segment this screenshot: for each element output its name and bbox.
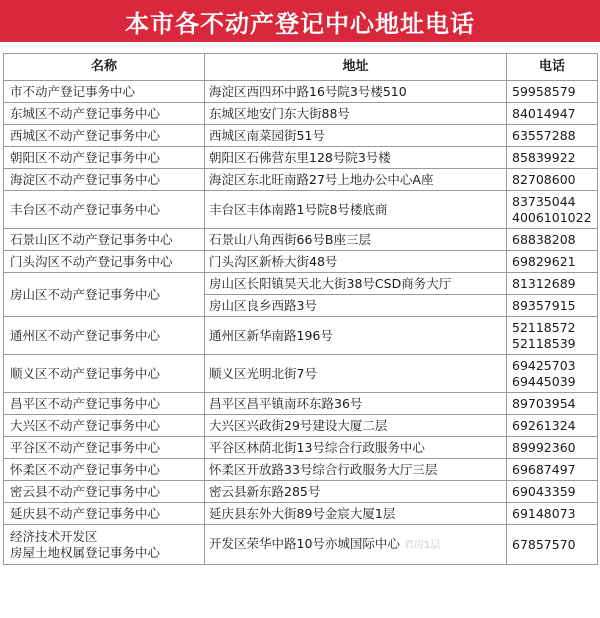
center-name-line: 房屋土地权属登记事务中心 [10,544,161,560]
center-phone: 69043359 [507,481,598,503]
phone-line: 69425703 [512,357,576,373]
center-name: 房山区不动产登记事务中心 [4,273,205,317]
center-phone [507,355,598,393]
center-phone: 84014947 [507,103,598,125]
center-phone [507,317,598,355]
phone-line: 52118572 [512,319,576,335]
center-name: 密云县不动产登记事务中心 [4,481,205,503]
table-header-row [4,54,598,81]
table-row [4,169,598,191]
table-row [4,437,598,459]
phone-line: 4006101022 [512,209,592,225]
center-name: 通州区不动产登记事务中心 [4,317,205,355]
center-name: 东城区不动产登记事务中心 [4,103,205,125]
table-row [4,125,598,147]
center-name: 顺义区不动产登记事务中心 [4,355,205,393]
table-row [4,459,598,481]
center-address: 平谷区林荫北街13号综合行政服务中心 [205,437,507,459]
center-address: 东城区地安门东大街88号 [205,103,507,125]
table-row [4,81,598,103]
center-name: 门头沟区不动产登记事务中心 [4,251,205,273]
table-row [4,415,598,437]
center-phone: 69687497 [507,459,598,481]
center-phone: 59958579 [507,81,598,103]
table-row [4,229,598,251]
center-address: 丰台区丰体南路1号院8号楼底商 [205,191,507,229]
center-phone: 82708600 [507,169,598,191]
center-address: 通州区新华南路196号 [205,317,507,355]
center-name: 西城区不动产登记事务中心 [4,125,205,147]
center-phone [507,191,598,229]
center-address: 房山区良乡西路3号 [205,295,507,317]
phone-line: 83735044 [512,193,576,209]
center-address: 西城区南菜园街51号 [205,125,507,147]
header-name: 名称 [4,54,205,81]
center-phone: 89357915 [507,295,598,317]
center-phone: 69148073 [507,503,598,525]
center-phone: 69829621 [507,251,598,273]
center-address: 石景山八角西街66号B座三层 [205,229,507,251]
center-name: 大兴区不动产登记事务中心 [4,415,205,437]
table-row [4,503,598,525]
header-phone: 电话 [507,54,598,81]
center-name [4,525,205,565]
registry-table-container [3,53,597,565]
table-row [4,147,598,169]
center-phone: 85839922 [507,147,598,169]
table-row [4,525,598,565]
center-address: 海淀区西四环中路16号院3号楼510 [205,81,507,103]
phone-line: 52118539 [512,335,576,351]
center-address: 海淀区东北旺南路27号上地办公中心A座 [205,169,507,191]
center-phone: 68838208 [507,229,598,251]
center-phone: 89992360 [507,437,598,459]
table-row [4,317,598,355]
center-address: 顺义区光明北街7号 [205,355,507,393]
address-text: 开发区荣华中路10号亦城国际中心 [209,535,400,551]
center-address: 昌平区昌平镇南环东路36号 [205,393,507,415]
center-phone: 69261324 [507,415,598,437]
center-address [205,525,507,565]
table-row [4,103,598,125]
table-row [4,191,598,229]
center-name: 海淀区不动产登记事务中心 [4,169,205,191]
center-name: 平谷区不动产登记事务中心 [4,437,205,459]
center-phone: 89703954 [507,393,598,415]
table-row [4,273,598,295]
center-phone: 63557288 [507,125,598,147]
center-name: 朝阳区不动产登记事务中心 [4,147,205,169]
center-address: 怀柔区开放路33号综合行政服务大厅三层 [205,459,507,481]
center-phone: 67857570 [507,525,598,565]
watermark-text: 君房1层 [403,539,441,551]
table-row [4,355,598,393]
registry-table [3,53,598,565]
center-name: 延庆县不动产登记事务中心 [4,503,205,525]
table-row [4,251,598,273]
phone-line: 69445039 [512,373,576,389]
page-title: 本市各不动产登记中心地址电话 [0,0,600,42]
center-address: 房山区长阳镇昊天北大街38号CSD商务大厅 [205,273,507,295]
header-address: 地址 [205,54,507,81]
center-name: 昌平区不动产登记事务中心 [4,393,205,415]
center-address: 门头沟区新桥大街48号 [205,251,507,273]
center-address: 延庆县东外大街89号金宸大厦1层 [205,503,507,525]
center-name: 石景山区不动产登记事务中心 [4,229,205,251]
center-name: 丰台区不动产登记事务中心 [4,191,205,229]
table-row [4,481,598,503]
center-address: 密云县新东路285号 [205,481,507,503]
center-name: 市不动产登记事务中心 [4,81,205,103]
center-address: 朝阳区石佛营东里128号院3号楼 [205,147,507,169]
center-address: 大兴区兴政街29号建设大厦二层 [205,415,507,437]
table-row [4,393,598,415]
center-phone: 81312689 [507,273,598,295]
center-name-line: 经济技术开发区 [10,528,98,544]
center-name: 怀柔区不动产登记事务中心 [4,459,205,481]
